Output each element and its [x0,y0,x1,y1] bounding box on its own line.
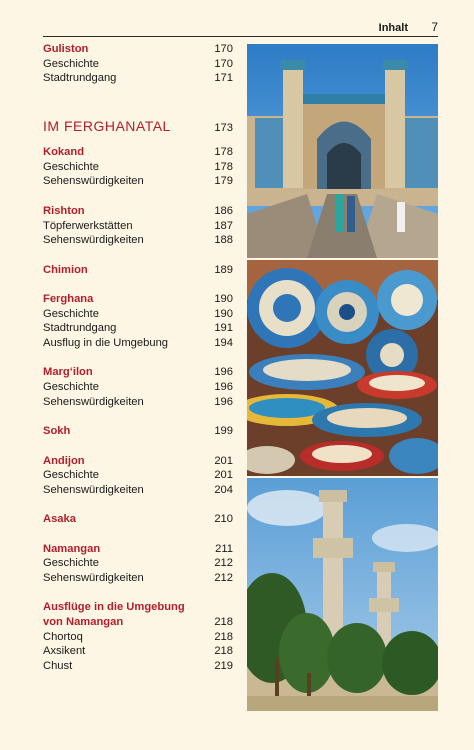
toc-chapter[interactable] [43,115,233,137]
toc-entry-title: Chortoq [43,630,83,643]
toc-entry-page: 191 [214,322,233,335]
toc-entry-heading[interactable] [43,145,233,160]
toc-entry[interactable] [43,219,233,234]
toc-entry-heading[interactable] [43,542,233,557]
toc-entry-title: Sehenswürdigkeiten [43,234,144,247]
toc-entry-page: 211 [215,542,233,555]
toc-entry-page: 179 [214,175,233,188]
toc-entry-page: 219 [214,660,233,673]
toc-entry[interactable] [43,71,233,86]
toc-entry-heading[interactable] [43,600,233,615]
toc-group-namangan [43,542,233,586]
toc-entry-title: Chust [43,660,73,673]
toc-entry-heading[interactable] [43,424,233,439]
minarets-photo [247,478,438,711]
toc-entry[interactable] [43,395,233,410]
toc-entry[interactable] [43,644,233,659]
toc-entry-title: Geschichte [43,160,99,173]
toc-entry-title: Ausflüge in die Umgebung [43,601,185,614]
toc-entry-heading[interactable] [43,454,233,469]
toc-entry-title: Sehenswürdigkeiten [43,175,144,188]
toc-entry[interactable] [43,57,233,72]
toc-entry-page: 212 [214,557,233,570]
toc-entry[interactable] [43,233,233,248]
toc-entry[interactable] [43,160,233,175]
toc-entry-title: Töpferwerkstätten [43,219,133,232]
toc-entry-title: Marg‘ilon [43,366,93,379]
toc-entry-heading[interactable] [43,615,233,630]
toc-entry[interactable] [43,174,233,189]
toc-entry-title: Geschichte [43,381,99,394]
toc-entry-heading[interactable] [43,204,233,219]
section-label: Inhalt [378,22,408,34]
toc-entry-page: 190 [214,307,233,320]
toc-entry-title: Guliston [43,43,89,55]
toc-entry-page: 218 [214,616,233,629]
toc-group-kokand [43,145,233,189]
toc-entry-page: 196 [214,395,233,408]
toc-group-andijon [43,454,233,498]
toc-group-asaka [43,512,233,527]
toc-entry-page: 201 [214,454,233,467]
toc-entry-title: Geschichte [43,557,99,570]
toc-entry[interactable] [43,307,233,322]
minarets-image [247,478,438,711]
toc-group-chimion [43,263,233,278]
toc-entry[interactable] [43,336,233,351]
toc-entry-page: 204 [214,483,233,496]
toc-entry-title: Geschichte [43,57,99,70]
toc-entry-page: 178 [214,146,233,159]
toc-entry-page: 194 [214,337,233,349]
toc-group-margilon [43,365,233,409]
toc-entry-heading[interactable] [43,263,233,278]
toc-entry-title: Sehenswürdigkeiten [43,395,144,408]
toc-entry-page: 199 [214,425,233,438]
toc-entry-page: 189 [214,263,233,276]
table-of-contents [43,42,233,674]
toc-entry-title: Geschichte [43,469,99,482]
toc-entry[interactable] [43,556,233,571]
toc-entry-title: Namangan [43,542,101,555]
toc-entry-title: Geschichte [43,307,99,320]
toc-entry-title: Asaka [43,513,76,526]
toc-entry-page: 188 [214,234,233,247]
toc-entry-heading[interactable] [43,365,233,380]
toc-entry[interactable] [43,321,233,336]
toc-entry-page: 190 [214,292,233,305]
toc-entry-title: Sokh [43,425,71,438]
toc-entry-page: 178 [214,160,233,173]
page-number: 7 [431,20,438,34]
palace-gate-photo [247,44,438,258]
toc-entry[interactable] [43,380,233,395]
toc-entry-page: 186 [214,204,233,217]
toc-entry-page: 218 [214,630,233,643]
toc-entry-title: Ausflug in die Umgebung [43,337,169,349]
toc-entry-heading[interactable] [43,512,233,527]
toc-entry-title: Rishton [43,204,85,217]
toc-entry-title: Ferghana [43,292,94,305]
toc-entry-page: 171 [214,72,233,85]
toc-entry-title: Axsikent [43,645,86,658]
toc-entry-page: 170 [214,57,233,70]
toc-group-sokh [43,424,233,439]
ceramic-plates-photo [247,260,438,476]
toc-entry-page: 187 [214,219,233,232]
toc-group-guliston [43,42,233,86]
toc-entry[interactable] [43,483,233,498]
toc-entry-title: Sehenswürdigkeiten [43,483,144,496]
toc-entry-title: Kokand [43,146,85,159]
palace-gate-image [247,44,438,258]
toc-entry-page: 196 [214,381,233,394]
page-header [43,20,438,37]
toc-entry-title: Stadtrundgang [43,322,117,335]
toc-group-rishton [43,204,233,248]
toc-entry[interactable] [43,468,233,483]
toc-group-ferghana [43,292,233,351]
toc-entry-title: Andijon [43,454,85,467]
toc-entry-heading[interactable] [43,42,233,57]
chapter-page: 173 [214,122,233,135]
chapter-title: IM FERGHANATAL [43,118,171,135]
photo-column [247,44,438,711]
toc-entry-title: Chimion [43,263,88,276]
toc-entry[interactable] [43,659,233,674]
toc-entry-page: 170 [214,43,233,55]
toc-entry-title: von Namangan [43,616,124,629]
ceramic-plates-image [247,260,438,476]
toc-entry-page: 201 [214,469,233,482]
toc-entry-title: Stadtrundgang [43,72,117,85]
toc-group-ausfluege [43,600,233,673]
toc-entry-page: 210 [214,513,233,526]
toc-entry-title: Sehenswürdigkeiten [43,572,144,584]
toc-entry[interactable] [43,630,233,645]
toc-entry[interactable] [43,571,233,586]
toc-entry-page: 212 [214,572,233,584]
toc-entry-page: 218 [214,645,233,658]
toc-entry-page: 196 [214,366,233,379]
toc-entry-heading[interactable] [43,292,233,307]
